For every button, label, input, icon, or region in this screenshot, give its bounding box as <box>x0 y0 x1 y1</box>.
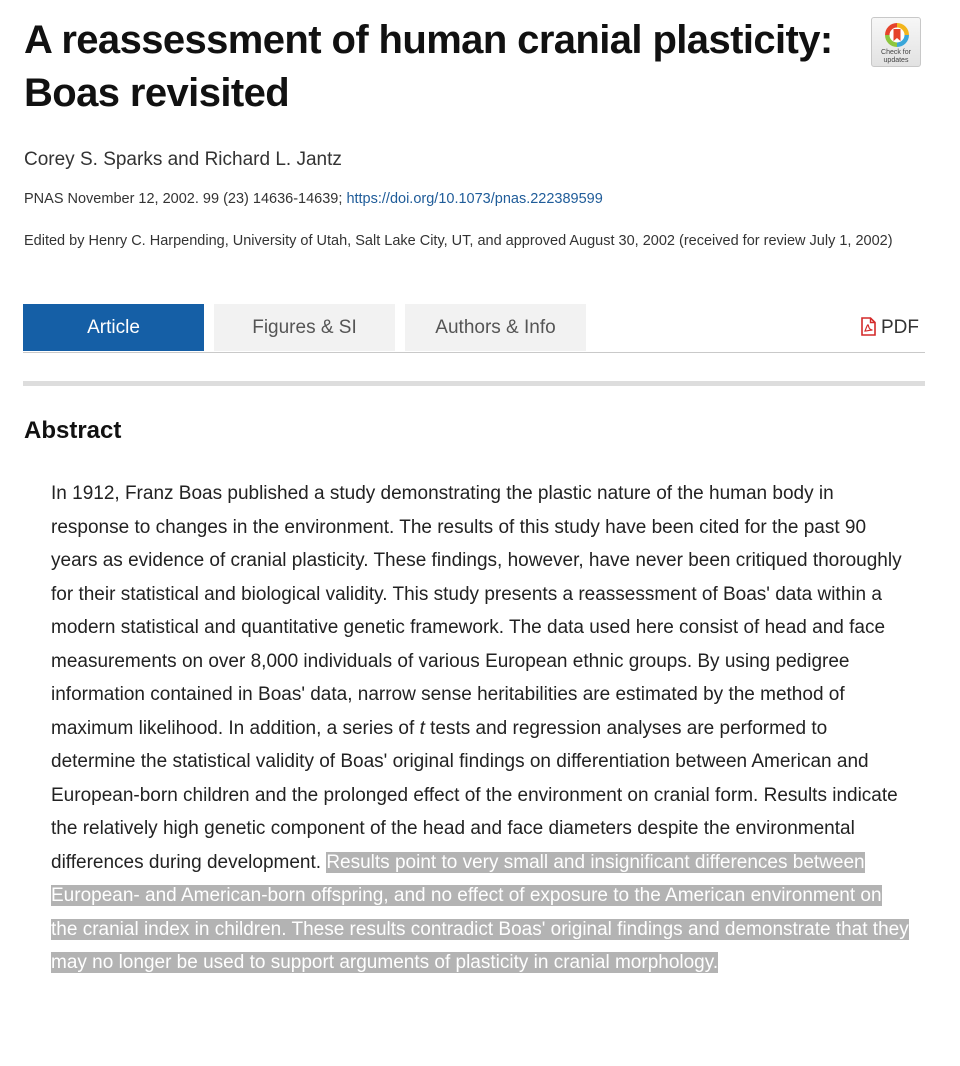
tab-authors-info[interactable]: Authors & Info <box>405 304 586 351</box>
tab-article[interactable]: Article <box>23 304 204 351</box>
abstract-highlighted-text: Results point to very small and insignificant differences between European- and American-born offspring, and no effect of exposure to the American environment on the cranial index in children. These results contradict Boas' original findings and demonstrate that they may no longer be used to support arguments of plasticity in cranial morphology. <box>51 851 909 973</box>
pdf-button[interactable] <box>861 304 919 351</box>
check-for-updates-label <box>872 49 920 65</box>
citation-line <box>24 190 603 208</box>
abstract-text <box>51 477 911 980</box>
badge-line-1: Check for <box>881 49 911 56</box>
editor-note: Edited by Henry C. Harpending, University of Utah, Salt Lake City, UT, and approved August 30, 2002 (received for review July 1, 2002) <box>24 233 893 249</box>
section-divider <box>23 381 925 386</box>
abstract-text-part-2: tests and regression analyses are performed to determine the statistical validity of Boas' original findings on differentiation between American and European-born children and the prolonged effect of the environment on cranial form. Results indicate the relatively high genetic component of the head and face diameters despite the environmental differences during development. <box>51 717 898 873</box>
author-list[interactable]: Corey S. Sparks and Richard L. Jantz <box>24 149 342 170</box>
pdf-file-icon <box>861 317 876 336</box>
abstract-text-part-1: In 1912, Franz Boas published a study demonstrating the plastic nature of the human body in response to changes in the environment. The results of this study have been cited for the past 90 years as evidence of cranial plasticity. These findings, however, have never been critiqued thoroughly for their statistical and biological validity. This study presents a reassessment of Boas' data within a modern statistical and quantitative genetic framework. The data used here consist of head and face measurements on over 8,000 individuals of various European ethnic groups. By using pedigree information contained in Boas' data, narrow sense heritabilities are estimated by the method of maximum likelihood. In addition, a series of <box>51 483 902 739</box>
article-title: A reassessment of human cranial plasticity: Boas revisited <box>24 18 833 115</box>
pdf-label: PDF <box>881 317 919 338</box>
doi-link[interactable]: https://doi.org/10.1073/pnas.222389599 <box>346 191 603 207</box>
abstract-italic-t: t <box>419 717 425 739</box>
citation-text: PNAS November 12, 2002. 99 (23) 14636-14639; <box>24 191 347 207</box>
badge-line-2: updates <box>883 57 909 64</box>
check-for-updates-badge[interactable] <box>871 17 921 67</box>
check-for-updates-icon <box>884 22 910 48</box>
tab-figures-si[interactable]: Figures & SI <box>214 304 395 351</box>
article-tabs <box>23 304 925 353</box>
abstract-heading: Abstract <box>24 417 122 444</box>
